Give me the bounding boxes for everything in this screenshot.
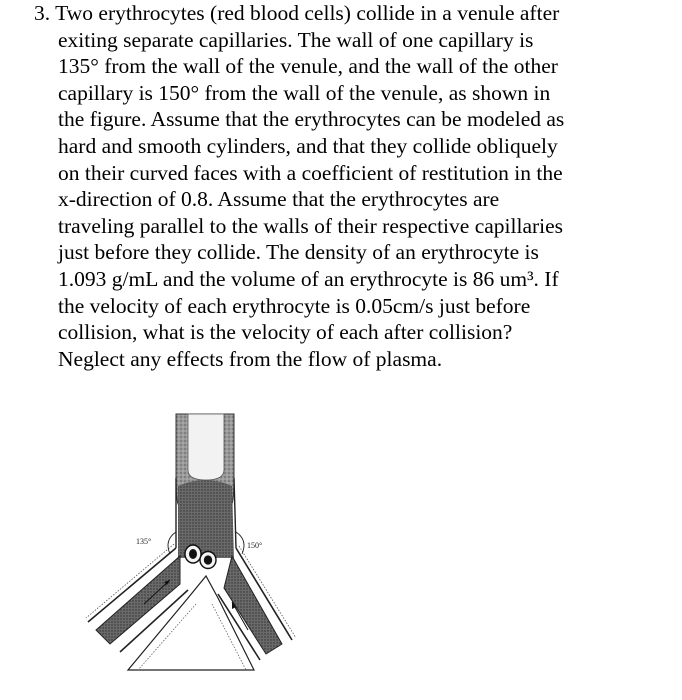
problem-line-13: collision, what is the velocity of each after collision? <box>58 320 513 345</box>
problem-line-11: 1.093 g/mL and the volume of an erythrocyte is 86 um³. If <box>58 266 559 291</box>
problem-line-10: just before they collide. The density of an erythrocyte is <box>58 240 539 265</box>
venule-capillary-junction-diagram <box>84 408 304 678</box>
problem-line-5: the figure. Assume that the erythrocytes can be modeled as <box>58 107 565 132</box>
problem-number: 3. <box>34 1 51 25</box>
problem-line-2: exiting separate capillaries. The wall of one capillary is <box>58 27 534 52</box>
venule-figure <box>84 408 304 678</box>
venule-right-wall <box>234 478 236 548</box>
problem-line-7: on their curved faces with a coefficient of restitution in the <box>58 160 563 185</box>
problem-line-12: the velocity of each erythrocyte is 0.05cm/s just before <box>58 293 531 318</box>
venule-lumen <box>188 414 224 480</box>
venule-blood <box>178 480 234 558</box>
problem-line-4: capillary is 150° from the wall of the venule, as shown in <box>58 80 551 105</box>
right-angle-label: 150° <box>247 541 263 550</box>
problem-line-14: Neglect any effects from the flow of plasma. <box>58 346 443 371</box>
problem-line-8: x-direction of 0.8. Assume that the erythrocytes are <box>58 187 500 212</box>
problem-line-9: traveling parallel to the walls of their respective capillaries <box>58 213 564 238</box>
problem-text <box>34 0 674 372</box>
problem-line-1: 3. Two erythrocytes (red blood cells) collide in a venule after <box>34 1 560 25</box>
left-angle-label: 135° <box>136 537 152 546</box>
problem-line-3: 135° from the wall of the venule, and the wall of the other <box>58 54 558 79</box>
problem-line-6: hard and smooth cylinders, and that they collide obliquely <box>58 133 558 158</box>
